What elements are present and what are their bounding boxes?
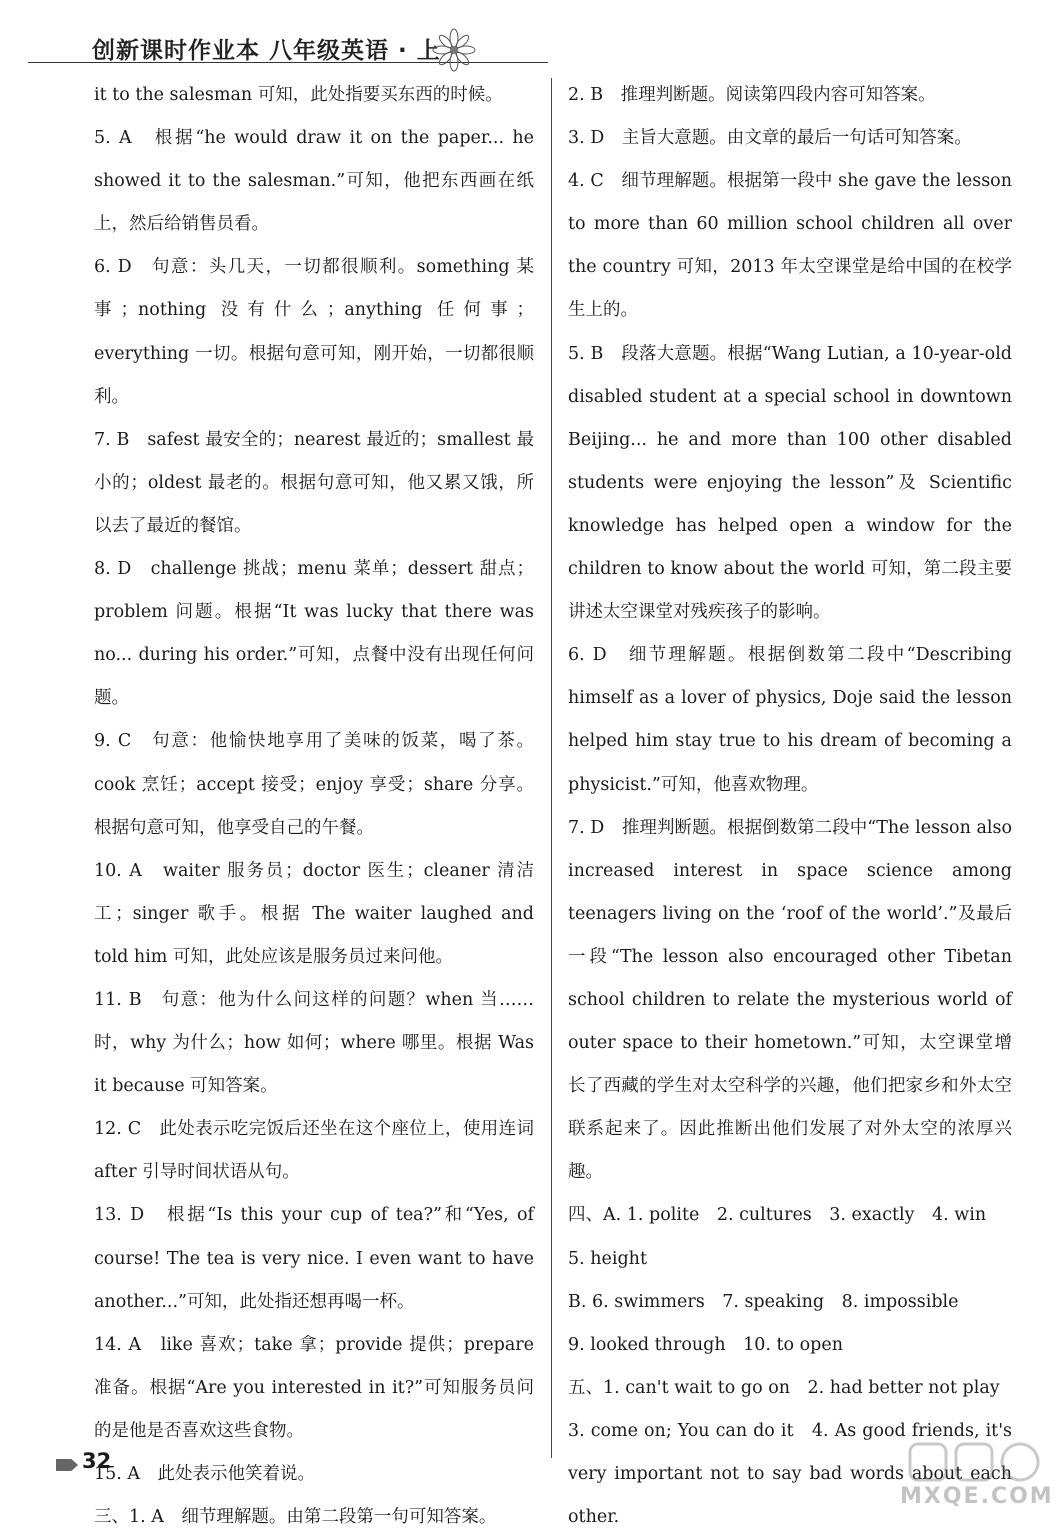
- book-title: 创新课时作业本 八年级英语 · 上: [92, 38, 441, 64]
- answer-paragraph: 四、A. 1. polite 2. cultures 3. exactly 4. win: [568, 1205, 987, 1226]
- answer-paragraph: 6. D 细节理解题。根据倒数第二段中“Describing himself as a lover of physics, Doje said the lesson helped him stay true to his dream of becoming a physicist.”可知，他喜欢物理。: [568, 645, 1012, 795]
- answer-paragraph: 5. height: [568, 1248, 647, 1269]
- answer-paragraph: 三、1. A 细节理解题。由第二段第一句可知答案。: [94, 1507, 497, 1528]
- answer-paragraph: 4. C 细节理解题。根据第一段中 she gave the lesson to more than 60 million school children all over the country 可知，2013 年太空课堂是给中国的在校学生上的。: [568, 171, 1012, 321]
- answer-paragraph: 11. B 句意：他为什么问这样的问题？when 当……时，why 为什么；how 如何；where 哪里。根据 Was it because 可知答案。: [94, 989, 534, 1097]
- answer-paragraph: 8. D challenge 挑战；menu 菜单；dessert 甜点；problem 问题。根据“It was lucky that there was no... during his order.”可知，点餐中没有出现任何问题。: [94, 559, 534, 709]
- right-column: [568, 74, 1012, 1539]
- answer-paragraph: 7. B safest 最安全的；nearest 最近的；smallest 最小的；oldest 最老的。根据句意可知，他又累又饿，所以去了最近的餐馆。: [94, 429, 534, 536]
- arrow-icon: [56, 1459, 78, 1471]
- answer-paragraph: it to the salesman 可知，此处指要买东西的时候。: [94, 85, 503, 105]
- answer-paragraph: 9. looked through 10. to open: [568, 1334, 843, 1355]
- answer-paragraph: 13. D 根据“Is this your cup of tea?”和“Yes, of course! The tea is very nice. I even want to have another...”可知，此处指还想再喝一杯。: [94, 1205, 534, 1312]
- watermark-logo: [900, 1440, 1054, 1530]
- answer-paragraph: 15. A 此处表示他笑着说。: [94, 1464, 316, 1484]
- answer-paragraph: 5. B 段落大意题。根据“Wang Lutian, a 10-year-old disabled student at a special school in downtown Beijing... he and more than 100 other disabled students were enjoying the lesson”及 Scientific knowledge has helped open a window for the children to know about the world 可知，第二段主要讲述太空课堂对残疾孩子的影响。: [568, 343, 1012, 623]
- watermark-icon: [900, 1440, 1050, 1486]
- flower-icon: [432, 28, 476, 72]
- page-header: [0, 28, 1062, 72]
- answer-paragraph: 五、1. can't wait to go on 2. had better not play: [568, 1377, 1000, 1398]
- left-column: [94, 74, 534, 1539]
- column-divider: [551, 78, 552, 1458]
- page-number: 32: [82, 1449, 112, 1473]
- answer-paragraph: 6. D 句意：头几天，一切都很顺利。something 某事；nothing 没有什么；anything 任何事；everything 一切。根据句意可知，刚开始，一切都很顺利。: [94, 257, 534, 407]
- answer-paragraph: 14. A like 喜欢；take 拿；provide 提供；prepare 准备。根据“Are you interested in it?”可知服务员问的是他是否喜欢这些食物。: [94, 1334, 534, 1441]
- answer-paragraph: B. 6. swimmers 7. speaking 8. impossible: [568, 1291, 959, 1312]
- answer-paragraph: 10. A waiter 服务员；doctor 医生；cleaner 清洁工；singer 歌手。根据 The waiter laughed and told him 可知，此处应该是服务员过来问他。: [94, 860, 534, 967]
- answer-paragraph: 7. D 推理判断题。根据倒数第二段中“The lesson also increased interest in space science among teenagers living on the ‘roof of the world’.”及最后一段“The lesson also encouraged other Tibetan school children to relate the mysterious world of outer space to their hometown.”可知，太空课堂增长了西藏的学生对太空科学的兴趣，他们把家乡和外太空联系起来了。因此推断出他们发展了对外太空的浓厚兴趣。: [568, 817, 1012, 1183]
- answer-paragraph: 12. C 此处表示吃完饭后还坐在这个座位上，使用连词 after 引导时间状语从句。: [94, 1119, 534, 1183]
- answer-paragraph: 2. B 推理判断题。阅读第四段内容可知答案。: [568, 85, 936, 105]
- watermark-text: MXQE.COM: [900, 1484, 1054, 1509]
- answer-paragraph: 3. come on; You can do it 4. As good friends, it's very important not to say bad words about each other.: [568, 1420, 1012, 1528]
- answer-paragraph: 3. D 主旨大意题。由文章的最后一句话可知答案。: [568, 128, 972, 149]
- answer-paragraph: 9. C 句意：他愉快地享用了美味的饭菜，喝了茶。cook 烹饪；accept 接受；enjoy 享受；share 分享。根据句意可知，他享受自己的午餐。: [94, 731, 534, 838]
- answer-paragraph: 5. A 根据“he would draw it on the paper... he showed it to the salesman.”可知，他把东西画在纸上，然后给销售员看。: [94, 128, 534, 235]
